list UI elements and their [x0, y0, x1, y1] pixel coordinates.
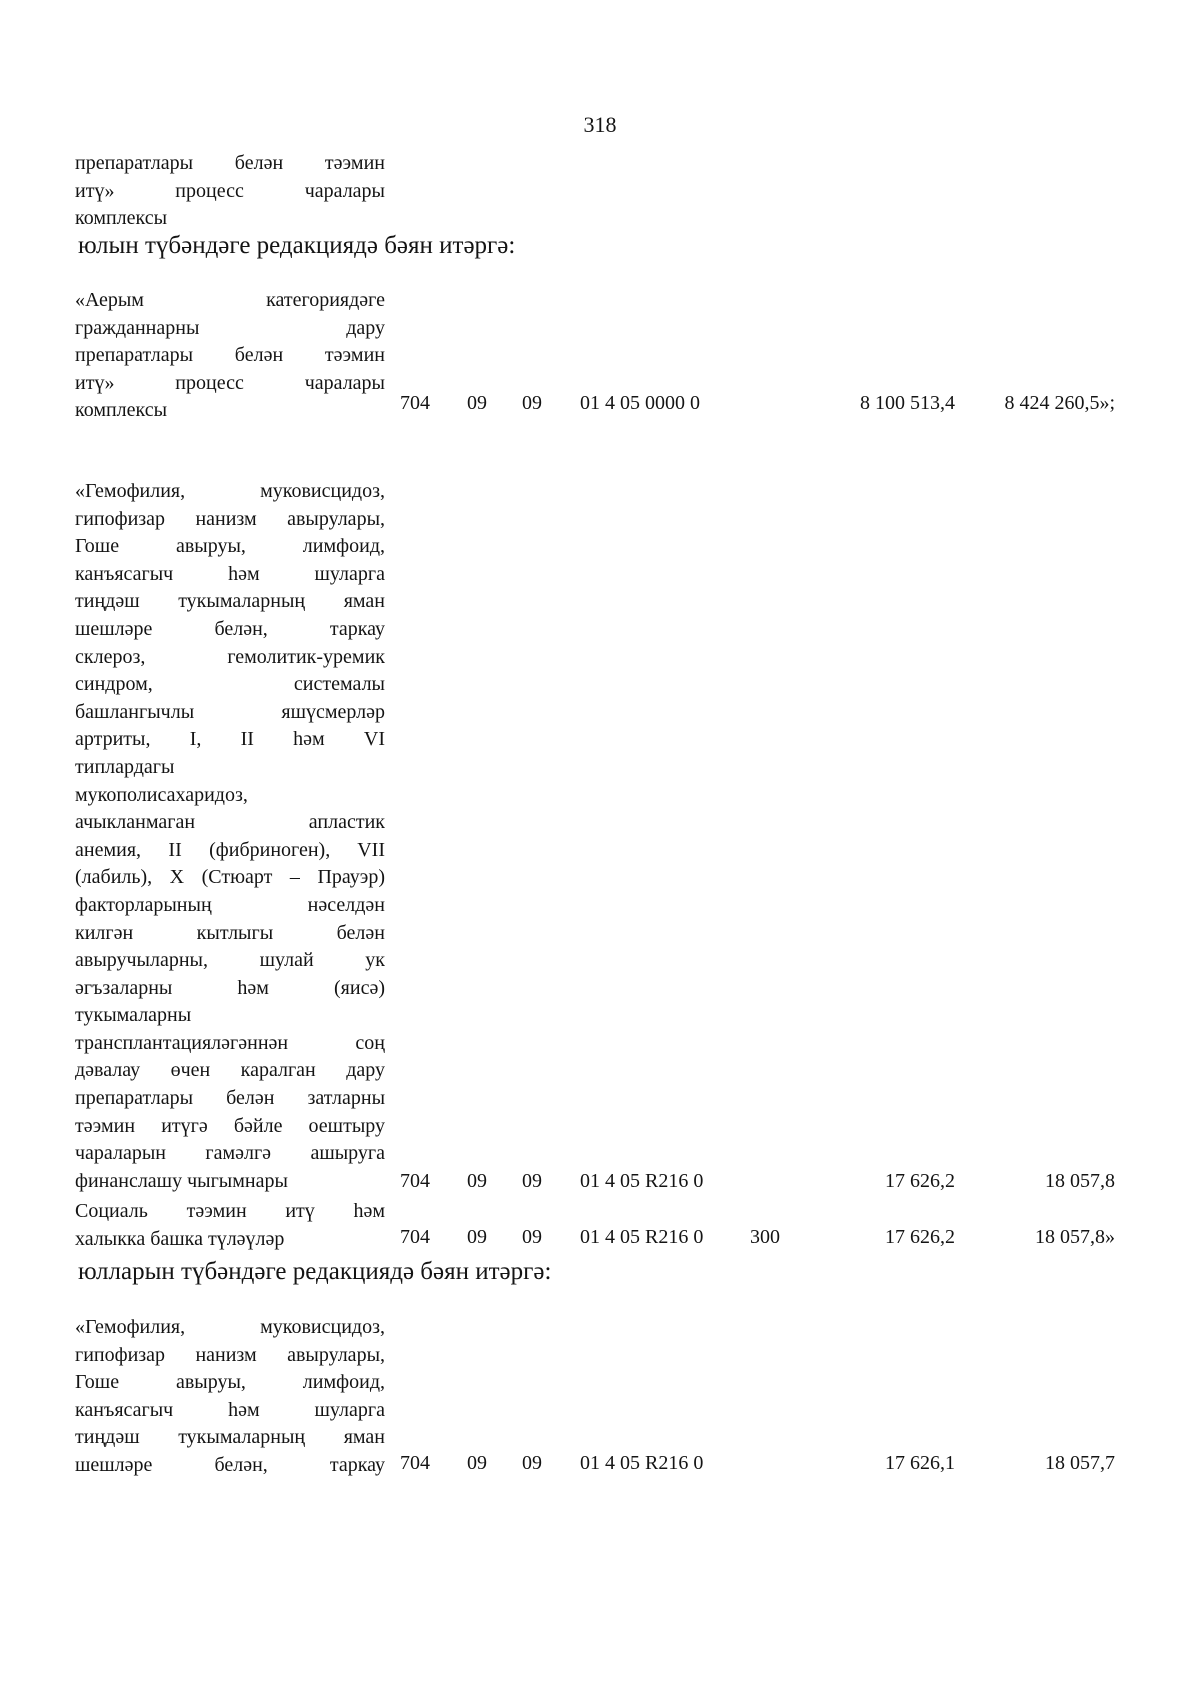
amount-year-2: 18 057,8: [1045, 1170, 1115, 1192]
section-code: 09: [467, 1226, 487, 1248]
text-line: (лабиль), X (Стюарт – Прауэр): [75, 866, 385, 889]
instruction-heading: юлларын түбәндәге редакциядә бәян итәргә:: [78, 1258, 552, 1285]
row-description: [75, 478, 385, 1195]
row-description: [75, 1198, 385, 1253]
text-line: башлангычлы яшүсмерләр: [75, 700, 385, 723]
text-line: склероз, гемолитик-уремик: [75, 645, 385, 668]
text-line: халыкка башка түләүләр: [75, 1227, 285, 1250]
text-line: препаратлары белән затларны: [75, 1087, 385, 1110]
amount-year-2: 18 057,7: [1045, 1452, 1115, 1474]
target-article-code: 01 4 05 R216 0: [580, 1226, 704, 1248]
amount-year-1: 17 626,1: [885, 1452, 955, 1474]
subsection-code: 09: [522, 1226, 542, 1248]
expense-type-code: 300: [750, 1226, 780, 1248]
subsection-code: 09: [522, 1170, 542, 1192]
row-description: [75, 1314, 385, 1480]
ministry-code: 704: [400, 1226, 430, 1248]
amount-year-2: 18 057,8»: [1035, 1226, 1115, 1248]
text-line: авыручыларны, шулай ук: [75, 949, 385, 972]
text-line: чараларын гамәлгә ашыруга: [75, 1142, 385, 1165]
ministry-code: 704: [400, 1170, 430, 1192]
text-line: шешләре белән, таркау: [75, 617, 385, 640]
text-line: типлардагы: [75, 755, 175, 778]
text-line: тукымаларны: [75, 1004, 192, 1027]
amount-year-2: 8 424 260,5»;: [1004, 392, 1115, 414]
text-line: тиңдәш тукымаларның яман: [75, 1426, 385, 1449]
text-line: трансплантацияләгәннән соң: [75, 1031, 385, 1054]
text-line: килгән кытлыгы белән: [75, 921, 385, 944]
text-line: ачыкланмаган апластик: [75, 811, 385, 834]
text-line: комплексы: [75, 207, 168, 230]
text-line: факторларының нәселдән: [75, 893, 385, 916]
text-line: препаратлары белән тәэмин: [75, 152, 385, 174]
text-line: тәэмин итүгә бәйле оештыру: [75, 1114, 385, 1137]
instruction-heading: юлын түбәндәге редакциядә бәян итәргә:: [78, 232, 516, 259]
text-line: дәвалау өчен каралган дару: [75, 1059, 385, 1082]
amount-year-1: 17 626,2: [885, 1170, 955, 1192]
text-line: «Гемофилия, муковисцидоз,: [75, 1316, 385, 1338]
target-article-code: 01 4 05 R216 0: [580, 1452, 704, 1474]
text-line: тиңдәш тукымаларның яман: [75, 590, 385, 613]
section-code: 09: [467, 1170, 487, 1192]
text-line: Социаль тәэмин итү һәм: [75, 1200, 385, 1222]
subsection-code: 09: [522, 392, 542, 414]
text-line: әгъзаларны һәм (яисә): [75, 976, 385, 999]
amount-year-1: 8 100 513,4: [860, 392, 955, 414]
section-code: 09: [467, 1452, 487, 1474]
text-line: «Гемофилия, муковисцидоз,: [75, 480, 385, 502]
section-code: 09: [467, 392, 487, 414]
text-line: препаратлары белән тәэмин: [75, 344, 385, 367]
amount-year-1: 17 626,2: [885, 1226, 955, 1248]
text-line: артриты, I, II һәм VI: [75, 728, 385, 751]
text-line: итү» процесс чаралары: [75, 179, 385, 202]
text-line: финанслашу чыгымнары: [75, 1169, 288, 1192]
text-line: шешләре белән, таркау: [75, 1453, 385, 1476]
text-line: анемия, II (фибриноген), VII: [75, 838, 385, 861]
text-line: гражданнарны дару: [75, 316, 385, 339]
top-fragment-text: [75, 150, 385, 233]
subsection-code: 09: [522, 1452, 542, 1474]
target-article-code: 01 4 05 R216 0: [580, 1170, 704, 1192]
target-article-code: 01 4 05 0000 0: [580, 392, 700, 414]
text-line: комплексы: [75, 399, 168, 422]
text-line: «Аерым категориядәге: [75, 289, 385, 311]
text-line: итү» процесс чаралары: [75, 371, 385, 394]
ministry-code: 704: [400, 392, 430, 414]
text-line: гипофизар нанизм авырулары,: [75, 507, 385, 530]
ministry-code: 704: [400, 1452, 430, 1474]
text-line: канъясагыч һәм шуларга: [75, 1398, 385, 1421]
text-line: гипофизар нанизм авырулары,: [75, 1343, 385, 1366]
text-line: мукополисахаридоз,: [75, 783, 248, 806]
text-line: синдром, системалы: [75, 673, 385, 696]
text-line: Гоше авыруы, лимфоид,: [75, 535, 385, 558]
text-line: Гоше авыруы, лимфоид,: [75, 1371, 385, 1394]
page-number: 318: [583, 112, 617, 137]
text-line: канъясагыч һәм шуларга: [75, 562, 385, 585]
row-description: [75, 287, 385, 425]
